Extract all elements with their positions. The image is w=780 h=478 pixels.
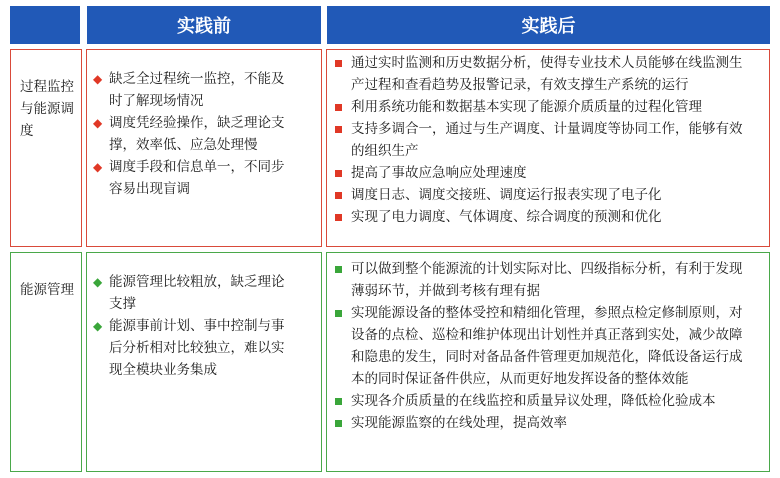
row1-after-list bbox=[335, 52, 755, 228]
header-blank bbox=[10, 6, 80, 44]
row2-after-list bbox=[335, 258, 755, 434]
list-item: 支持多调合一，通过与生产调度、计量调度等协同工作，能够有效的组织生产 bbox=[335, 118, 755, 162]
list-item: 调度日志、调度交接班、调度运行报表实现了电子化 bbox=[335, 184, 755, 206]
row1-category-cell bbox=[10, 49, 82, 247]
list-item: 通过实时监测和历史数据分析，使得专业技术人员能够在线监测生产过程和查看趋势及报警记录，有效支撑生产系统的运行 bbox=[335, 52, 755, 96]
list-item: ◆ 调度手段和信息单一，不同步容易出现盲调 bbox=[93, 156, 293, 200]
square-bullet-icon bbox=[335, 412, 347, 434]
diamond-bullet-icon: ◆ bbox=[93, 275, 103, 289]
list-item: ◆ 能源事前计划、事中控制与事后分析相对比较独立，难以实现全模块业务集成 bbox=[93, 315, 293, 381]
diamond-bullet-icon: ◆ bbox=[93, 72, 103, 86]
list-item: 提高了事故应急响应处理速度 bbox=[335, 162, 755, 184]
list-item: ◆ 缺乏全过程统一监控，不能及时了解现场情况 bbox=[93, 68, 293, 112]
row1-category: 过程监控与能源调度 bbox=[20, 79, 74, 139]
list-item: 实现了电力调度、气体调度、综合调度的预测和优化 bbox=[335, 206, 755, 228]
header-after: 实践后 bbox=[327, 6, 770, 44]
row2-after-cell bbox=[326, 252, 770, 472]
square-bullet-icon bbox=[335, 206, 347, 228]
list-item: 实现能源设备的整体受控和精细化管理，参照点检定修制原则，对设备的点检、巡检和维护体现出计划性并真正落到实处，减少故障和隐患的发生，同时对备品备件管理更加规范化，降低设备运行成本的同时保证备件供应，从而更好地发挥设备的整体效能 bbox=[335, 302, 755, 390]
square-bullet-icon bbox=[335, 184, 347, 206]
list-item: ◆ 能源管理比较粗放，缺乏理论支撑 bbox=[93, 271, 293, 315]
list-item: ◆ 调度凭经验操作，缺乏理论支撑，效率低、应急处理慢 bbox=[93, 112, 293, 156]
row2-category-cell bbox=[10, 252, 82, 472]
square-bullet-icon bbox=[335, 302, 347, 324]
diamond-bullet-icon: ◆ bbox=[93, 160, 103, 174]
diamond-bullet-icon: ◆ bbox=[93, 116, 103, 130]
square-bullet-icon bbox=[335, 52, 347, 74]
row2-before-cell bbox=[86, 252, 322, 472]
row2-before-list bbox=[93, 271, 293, 381]
square-bullet-icon bbox=[335, 162, 347, 184]
row1-before-cell bbox=[86, 49, 322, 247]
row1-after-cell bbox=[326, 49, 770, 247]
list-item: 实现各介质质量的在线监控和质量异议处理，降低检化验成本 bbox=[335, 390, 755, 412]
list-item: 利用系统功能和数据基本实现了能源介质质量的过程化管理 bbox=[335, 96, 755, 118]
square-bullet-icon bbox=[335, 258, 347, 280]
row1-before-list bbox=[93, 68, 293, 200]
square-bullet-icon bbox=[335, 96, 347, 118]
row2-category: 能源管理 bbox=[20, 282, 74, 298]
square-bullet-icon bbox=[335, 118, 347, 140]
list-item: 实现能源监察的在线处理，提高效率 bbox=[335, 412, 755, 434]
square-bullet-icon bbox=[335, 390, 347, 412]
list-item: 可以做到整个能源流的计划实际对比、四级指标分析，有利于发现薄弱环节，并做到考核有理有据 bbox=[335, 258, 755, 302]
diamond-bullet-icon: ◆ bbox=[93, 319, 103, 333]
header-before: 实践前 bbox=[87, 6, 321, 44]
